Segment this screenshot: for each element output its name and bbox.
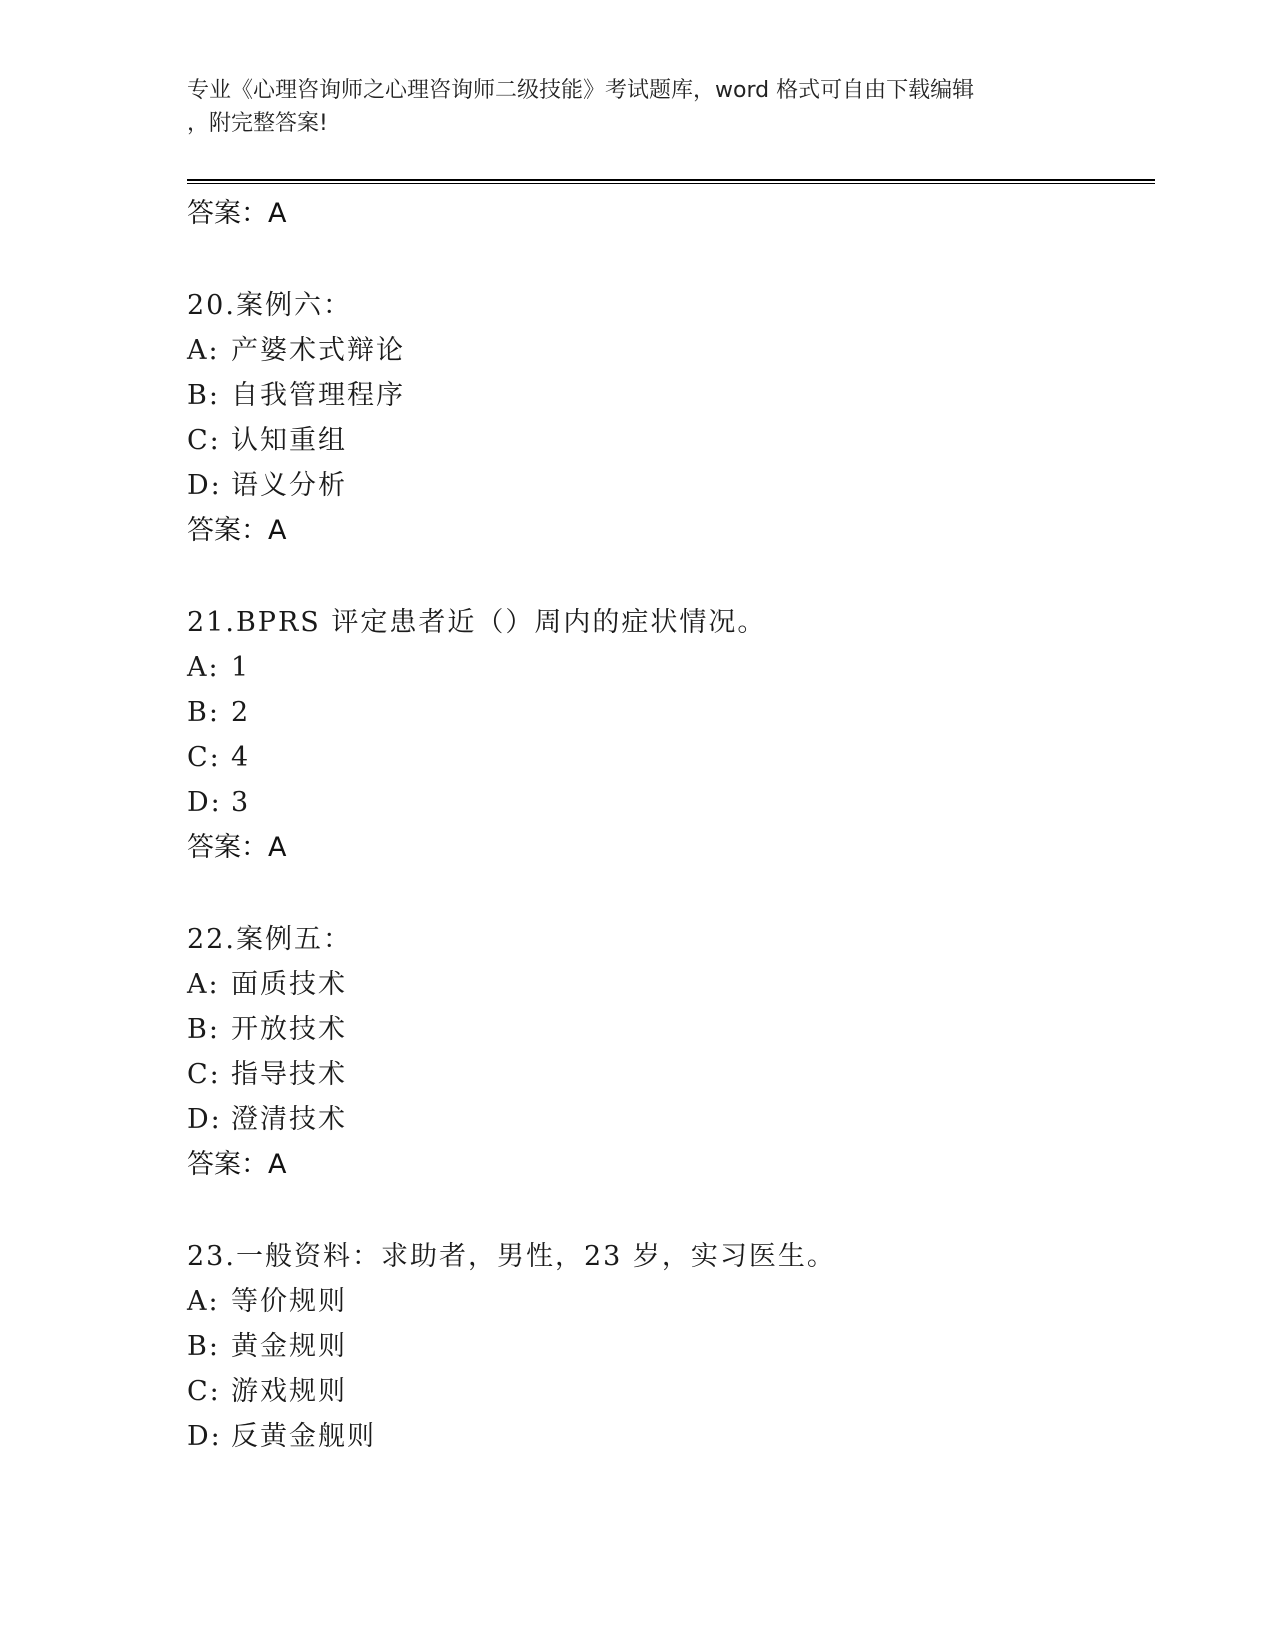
option-b: B: 黄金规则 (187, 1331, 347, 1362)
question-block-20 (187, 288, 1147, 549)
option-c: C: 游戏规则 (187, 1376, 347, 1407)
option-c: C: 认知重组 (187, 425, 347, 456)
answer-line: 答案：A (187, 832, 287, 863)
option-b: B: 2 (187, 697, 251, 728)
spacer (187, 866, 1147, 922)
option-c: C: 指导技术 (187, 1059, 347, 1090)
option-a: A: 等价规则 (187, 1286, 347, 1317)
option-a: A: 产婆术式辩论 (187, 335, 405, 366)
header-line-2: ，附完整答案! (187, 111, 328, 136)
option-d: D: 澄清技术 (187, 1104, 347, 1135)
question-block-22 (187, 922, 1147, 1183)
header-divider-thick (187, 179, 1155, 181)
question-text: 23.一般资料：求助者，男性，23 岁，实习医生。 (187, 1241, 836, 1272)
question-block-23 (187, 1239, 1147, 1455)
document-header (187, 74, 1067, 140)
header-divider-thin (187, 183, 1155, 184)
option-b: B: 自我管理程序 (187, 380, 405, 411)
option-c: C: 4 (187, 742, 251, 773)
option-a: A: 面质技术 (187, 969, 347, 1000)
spacer (187, 1183, 1147, 1239)
option-d: D: 语义分析 (187, 470, 347, 501)
question-list (187, 192, 1147, 1455)
option-d: D: 反黄金舰则 (187, 1421, 376, 1452)
question-text: 22.案例五： (187, 924, 352, 955)
answer-line: 答案：A (187, 1149, 287, 1180)
header-line-1: 专业《心理咨询师之心理咨询师二级技能》考试题库，word 格式可自由下载编辑 (187, 78, 975, 103)
option-d: D: 3 (187, 787, 251, 818)
spacer (187, 232, 1147, 288)
answer-line: 答案：A (187, 515, 287, 546)
option-b: B: 开放技术 (187, 1014, 347, 1045)
question-text: 20.案例六： (187, 290, 352, 321)
question-text: 21.BPRS 评定患者近（）周内的症状情况。 (187, 607, 767, 638)
spacer (187, 549, 1147, 605)
option-a: A: 1 (187, 652, 251, 683)
question-block-21 (187, 605, 1147, 866)
answer-line: 答案：A (187, 198, 287, 229)
